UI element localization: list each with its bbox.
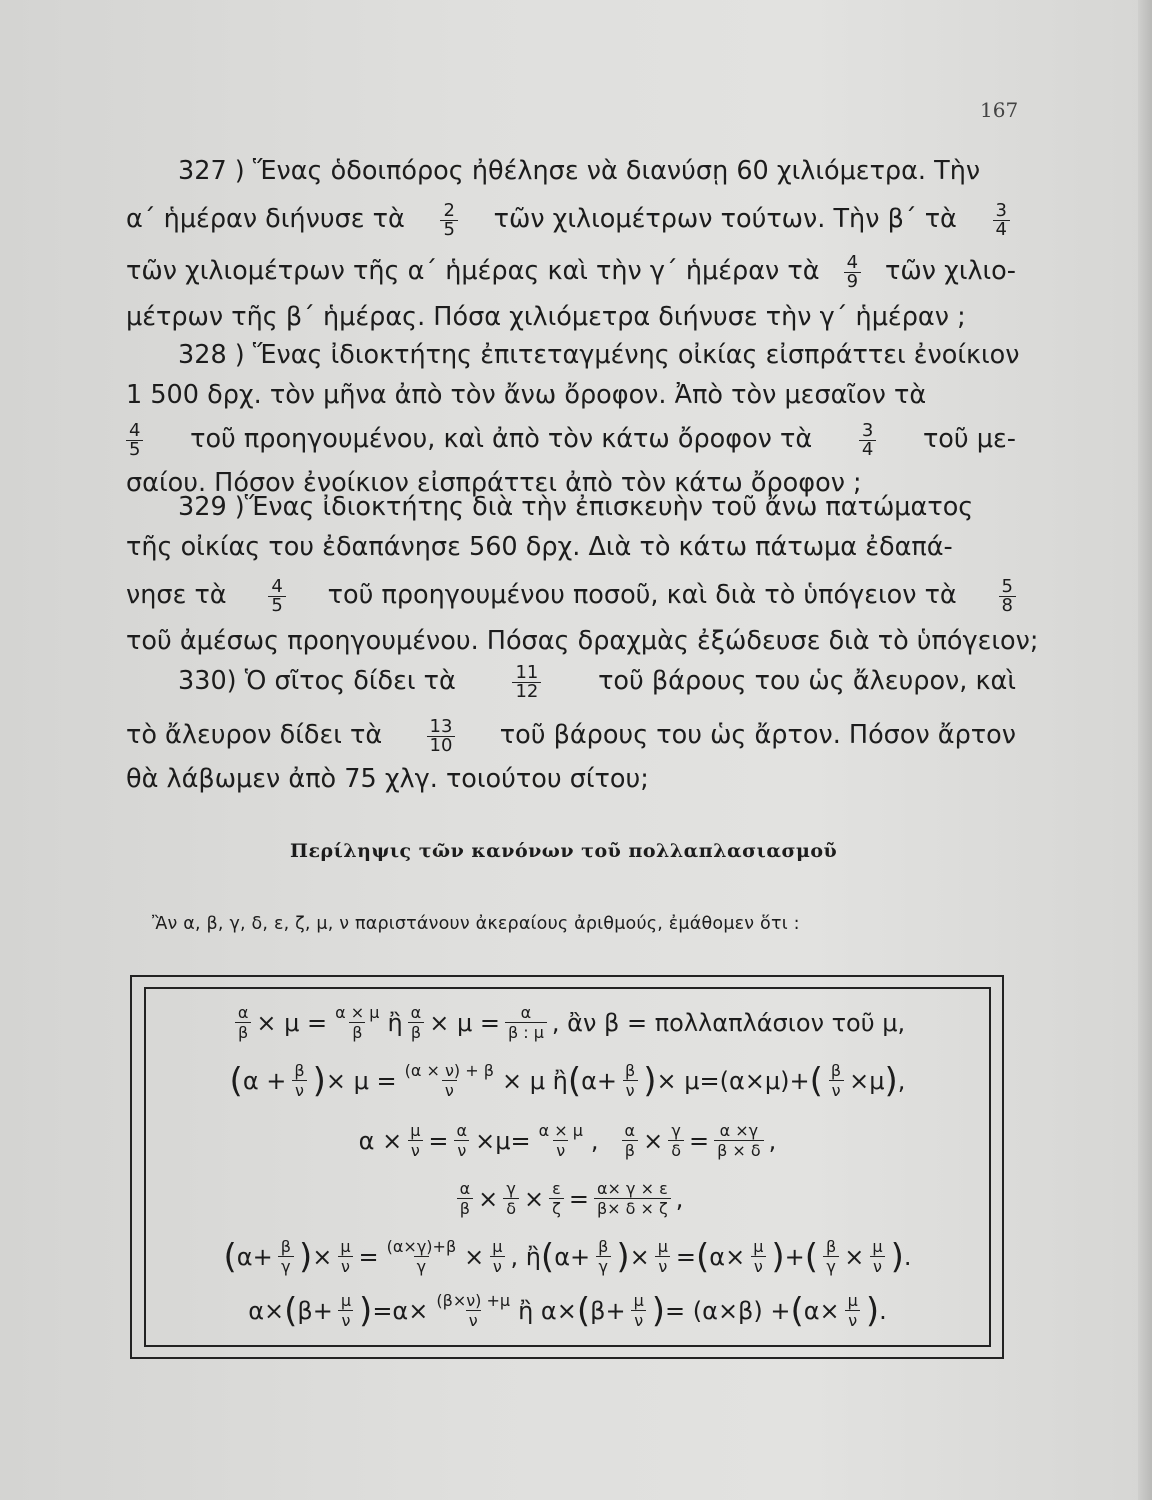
formula-row-1: $\frac{\alpha}{\beta}$ × μ = $\frac{\alpha \times \mu}{\beta}$ ἢ $\frac{\alpha}{\beta}$ × μ = $\frac{\alpha}{\beta : \mu}$ , ἂν β = πολλαπλάσιον τοῦ μ, xyxy=(146,1003,989,1042)
text-line: τῶν χιλιομέτρων τῆς α΄ ἡμέρας καὶ τὴν γ΄ ἡμέραν τὰ $\frac{4}{9}$ τῶν χιλιο- xyxy=(126,251,1016,292)
formula-row-2: ( α + $\frac{\beta}{\nu}$ ) × μ = $\frac{(\alpha \times \nu) + \beta}{\nu}$ × μ ἢ ( α+ $\frac{\beta}{\nu}$ ) × μ=(α×μ)+ ( $\frac{\beta}{\nu}$ ×μ ) , xyxy=(229,1060,906,1101)
fraction: $\frac{\mu}{\nu}$ xyxy=(407,1121,423,1160)
fraction: $\frac{\beta}{\nu}$ xyxy=(291,1061,307,1100)
fraction: $\frac{3}{4}$ xyxy=(859,422,876,459)
fraction: $\frac{\alpha}{\beta}$ xyxy=(622,1121,639,1160)
text-line: 329 )Ἕνας ἰδιοκτήτης διὰ τὴν ἐπισκευὴν τοῦ ἄνω πατώματος xyxy=(178,492,974,523)
fraction: $\frac{3}{4}$ xyxy=(993,202,1010,239)
text-line: $\frac{4}{5}$ τοῦ προηγουμένου, καὶ ἀπὸ τὸν κάτω ὄροφον τὰ $\frac{3}{4}$ τοῦ με- xyxy=(126,418,1016,462)
fraction: $\frac{13}{10}$ xyxy=(427,718,456,755)
fraction: $\frac{\alpha \times\gamma}{\beta \times \delta}$ xyxy=(714,1121,764,1160)
fraction: $\frac{\alpha}{\beta}$ xyxy=(457,1179,474,1218)
fraction: $\frac{\alpha}{\beta}$ xyxy=(235,1003,252,1042)
fraction: $\frac{2}{5}$ xyxy=(440,202,457,239)
formula-box-outer xyxy=(130,975,1004,1359)
fraction: $\frac{\mu}{\nu}$ xyxy=(489,1237,505,1276)
fraction: $\frac{\mu}{\nu}$ xyxy=(750,1237,766,1276)
formula-row-3: α × $\frac{\mu}{\nu}$ = $\frac{\alpha}{\nu}$ ×μ= $\frac{\alpha \times \mu}{\nu}$ , $\frac{\alpha}{\beta}$ × $\frac{\gamma}{\delta}$ = $\frac{\alpha \times\gamma}{\beta \times \delta}$ , xyxy=(358,1121,777,1160)
formula-row-6: α× ( β+ $\frac{\mu}{\nu}$ ) =α× $\frac{(\beta\times\nu) +\mu}{\nu}$ ἢ α× ( β+ $\frac{\mu}{\nu}$ ) = (α×β) + ( α× $\frac{\mu}{\nu}$ ) . xyxy=(248,1290,887,1331)
formula-box xyxy=(144,987,991,1347)
fraction: $\frac{\mu}{\nu}$ xyxy=(338,1291,354,1330)
text-line: τῆς οἰκίας του ἐδαπάνησε 560 δρχ. Διὰ τὸ κάτω πάτωμα ἐδαπά- xyxy=(126,532,953,563)
fraction: $\frac{\mu}{\nu}$ xyxy=(845,1291,861,1330)
formula-row-4: $\frac{\alpha}{\beta}$ × $\frac{\gamma}{\delta}$ × $\frac{\varepsilon}{\zeta}$ = $\frac{\alpha\times \gamma \times \varepsilon}{\beta\times \delta \times \zeta}$ , xyxy=(146,1179,989,1218)
fraction: $\frac{\beta}{\nu}$ xyxy=(828,1061,844,1100)
fraction: $\frac{11}{12}$ xyxy=(512,664,541,701)
intro-text: Ἂν α, β, γ, δ, ε, ζ, μ, ν παριστάνουν ἀκεραίους ἀριθμούς, ἐμάθομεν ὅτι : xyxy=(152,914,800,934)
fraction: $\frac{\alpha \times \mu}{\nu}$ xyxy=(538,1121,583,1160)
text-line: 328 ) Ἕνας ἰδιοκτήτης ἐπιτεταγμένης οἰκίας εἰσπράττει ἐνοίκιον xyxy=(178,340,1020,371)
text-line: σαίου. Πόσον ἐνοίκιον εἰσπράττει ἀπὸ τὸν κάτω ὄροφον ; xyxy=(126,468,862,499)
text-line: μέτρων τῆς β΄ ἡμέρας. Πόσα χιλιόμετρα διήνυσε τὴν γ΄ ἡμέραν ; xyxy=(126,302,966,333)
fraction: $\frac{\gamma}{\delta}$ xyxy=(503,1179,519,1218)
fraction: $\frac{(\alpha\times\gamma)+\beta}{\gamma}$ xyxy=(386,1237,457,1276)
text-line: τὸ ἄλευρον δίδει τὰ $\frac{13}{10}$ τοῦ βάρους του ὡς ἄρτον. Πόσον ἄρτον xyxy=(126,715,1016,756)
fraction: $\frac{\beta}{\nu}$ xyxy=(622,1061,638,1100)
text-line: 327 ) Ἕνας ὁδοιπόρος ἠθέλησε νὰ διανύσῃ 60 χιλιόμετρα. Τὴν xyxy=(178,156,981,187)
fraction: $\frac{\varepsilon}{\zeta}$ xyxy=(549,1179,564,1218)
fraction: $\frac{\alpha}{\beta}$ xyxy=(408,1003,425,1042)
fraction: $\frac{\mu}{\nu}$ xyxy=(655,1237,671,1276)
fraction: $\frac{\alpha}{\beta : \mu}$ xyxy=(505,1003,547,1042)
fraction: $\frac{\mu}{\nu}$ xyxy=(869,1237,885,1276)
section-heading: Περίληψις τῶν κανόνων τοῦ πολλαπλασιασμοῦ xyxy=(290,840,838,862)
text-line: 330) Ὁ σῖτος δίδει τὰ $\frac{11}{12}$ τοῦ βάρους του ὡς ἄλευρον, καὶ xyxy=(178,661,1016,702)
text-line: νησε τὰ $\frac{4}{5}$ τοῦ προηγουμένου ποσοῦ, καὶ διὰ τὸ ὑπόγειον τὰ $\frac{5}{8}$ xyxy=(126,574,1016,618)
text-line: α΄ ἡμέραν διήνυσε τὰ $\frac{2}{5}$ τῶν χιλιομέτρων τούτων. Τὴν β΄ τὰ $\frac{3}{4}$ xyxy=(126,198,1016,242)
fraction: $\frac{\gamma}{\delta}$ xyxy=(668,1121,684,1160)
fraction: $\frac{\mu}{\nu}$ xyxy=(631,1291,647,1330)
fraction: $\frac{(\alpha \times \nu) + \beta}{\nu}$ xyxy=(404,1061,494,1100)
fraction: $\frac{4}{5}$ xyxy=(268,578,285,615)
fraction: $\frac{\mu}{\nu}$ xyxy=(337,1237,353,1276)
fraction: $\frac{\alpha\times \gamma \times \varepsilon}{\beta\times \delta \times \zeta}$ xyxy=(594,1179,671,1218)
fraction: $\frac{\alpha \times \mu}{\beta}$ xyxy=(335,1003,380,1042)
fraction: $\frac{4}{5}$ xyxy=(126,422,143,459)
text-line: θὰ λάβωμεν ἀπὸ 75 χλγ. τοιούτου σίτου; xyxy=(126,764,649,795)
formula-row-5: ( α+ $\frac{\beta}{\gamma}$ ) × $\frac{\mu}{\nu}$ = $\frac{(\alpha\times\gamma)+\beta}{\gamma}$ × $\frac{\mu}{\nu}$ , ἢ ( α+ $\frac{\beta}{\gamma}$ ) × $\frac{\mu}{\nu}$ = ( α× $\frac{\mu}{\nu}$ ) + ( $\frac{\beta}{\gamma}$ × $\frac{\mu}{\nu}$ ) . xyxy=(223,1236,912,1277)
fraction: $\frac{4}{9}$ xyxy=(844,254,861,291)
page-number: 167 xyxy=(980,98,1019,122)
fraction: $\frac{5}{8}$ xyxy=(999,578,1016,615)
text-line: τοῦ ἀμέσως προηγουμένου. Πόσας δραχμὰς ἐξώδευσε διὰ τὸ ὑπόγειον; xyxy=(126,626,1039,657)
fraction: $\frac{(\beta\times\nu) +\mu}{\nu}$ xyxy=(436,1291,511,1330)
text-line: 1 500 δρχ. τὸν μῆνα ἀπὸ τὸν ἄνω ὄροφον. Ἀπὸ τὸν μεσαῖον τὰ xyxy=(126,380,927,411)
fraction: $\frac{\beta}{\gamma}$ xyxy=(823,1237,839,1276)
page-edge-shadow xyxy=(1138,0,1152,1500)
fraction: $\frac{\beta}{\gamma}$ xyxy=(595,1237,611,1276)
fraction: $\frac{\beta}{\gamma}$ xyxy=(278,1237,294,1276)
fraction: $\frac{\alpha}{\nu}$ xyxy=(454,1121,471,1160)
